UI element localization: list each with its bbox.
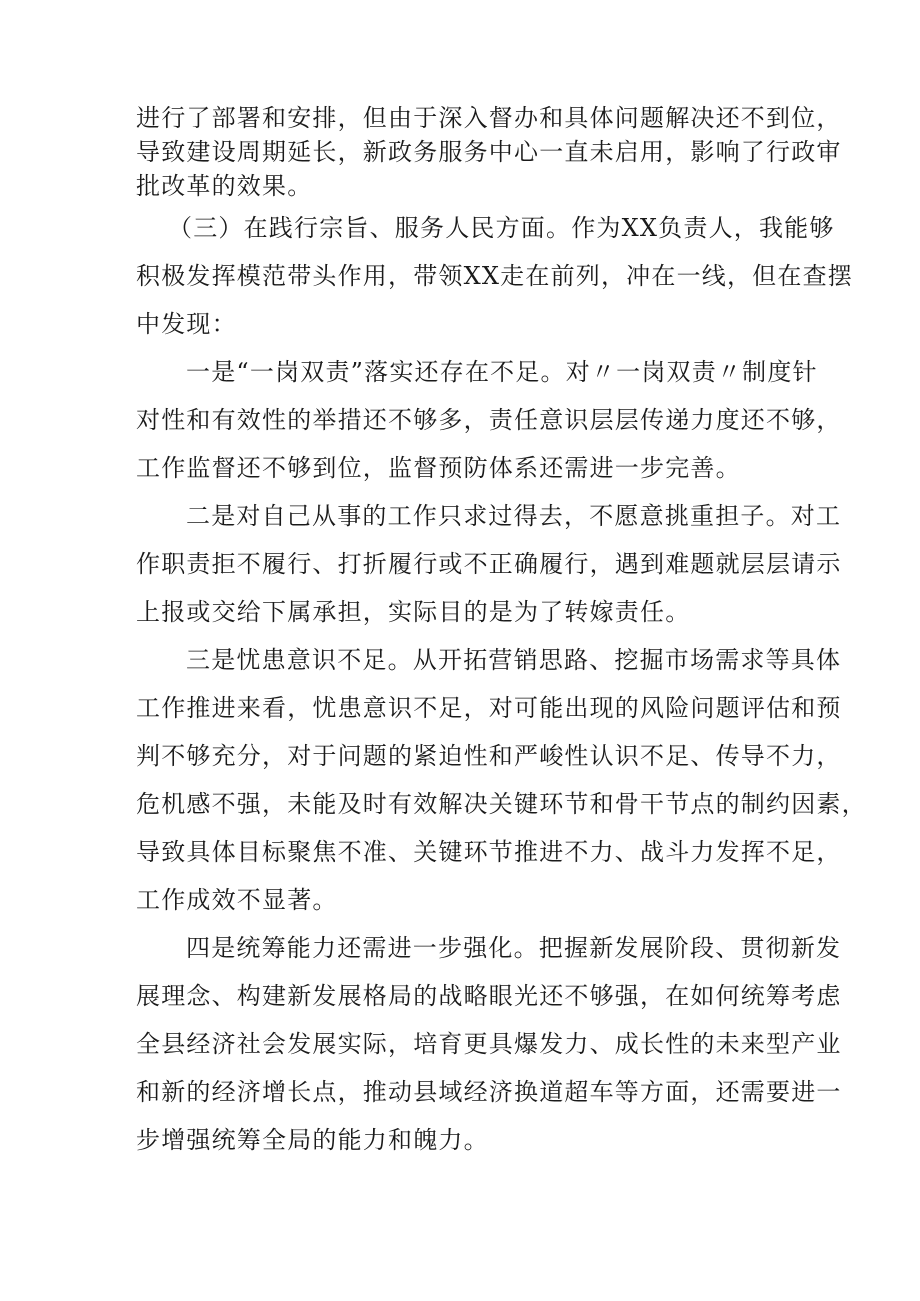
text-line: 三是忧患意识不足。从开拓营销思路、挖掘市场需求等具体 (186, 646, 842, 674)
text-line: 工作推进来看，忧患意识不足，对可能出现的风险问题评估和预 (136, 694, 842, 722)
text-line: 导致建设周期延长，新政务服务中心一直未启用，影响了行政审 (136, 138, 842, 166)
text-line: 步增强统筹全局的能力和魄力。 (136, 1126, 489, 1154)
text-line: 展理念、构建新发展格局的战略眼光还不够强，在如何统筹考虑 (136, 982, 842, 1010)
text-line: 和新的经济增长点，推动县域经济换道超车等方面，还需要进一 (136, 1078, 842, 1106)
text-line: 危机感不强，未能及时有效解决关键环节和骨干节点的制约因素， (136, 790, 867, 818)
text-line: 二是对自己从事的工作只求过得去，不愿意挑重担子。对工 (186, 502, 842, 530)
text-line: 作职责拒不履行、打折履行或不正确履行，遇到难题就层层请示 (136, 550, 842, 578)
text-line: 工作监督还不够到位，监督预防体系还需进一步完善。 (136, 454, 741, 482)
text-line: 工作成效不显著。 (136, 886, 338, 914)
section-heading-line: （三）在践行宗旨、服务人民方面。作为XX负责人，我能够 (168, 214, 835, 242)
text-line: 积极发挥模范带头作用，带领XX走在前列，冲在一线，但在查摆 (136, 262, 853, 290)
text-line: 对性和有效性的举措还不够多，责任意识层层传递力度还不够， (136, 406, 842, 434)
text-line: 中发现： (136, 310, 237, 338)
text-line: 全县经济社会发展实际，培育更具爆发力、成长性的未来型产业 (136, 1030, 842, 1058)
text-line: 导致具体目标聚焦不准、关键环节推进不力、战斗力发挥不足， (136, 838, 842, 866)
text-line: 判不够充分，对于问题的紧迫性和严峻性认识不足、传导不力， (136, 742, 842, 770)
text-line: 一是“一岗双责”落实还存在不足。对〃一岗双责〃制度针 (186, 358, 818, 386)
text-line: 上报或交给下属承担，实际目的是为了转嫁责任。 (136, 598, 691, 626)
text-line: 批改革的效果。 (136, 172, 313, 200)
text-line: 四是统筹能力还需进一步强化。把握新发展阶段、贯彻新发 (186, 934, 842, 962)
text-line: 进行了部署和安排，但由于深入督办和具体问题解决还不到位， (136, 104, 842, 132)
